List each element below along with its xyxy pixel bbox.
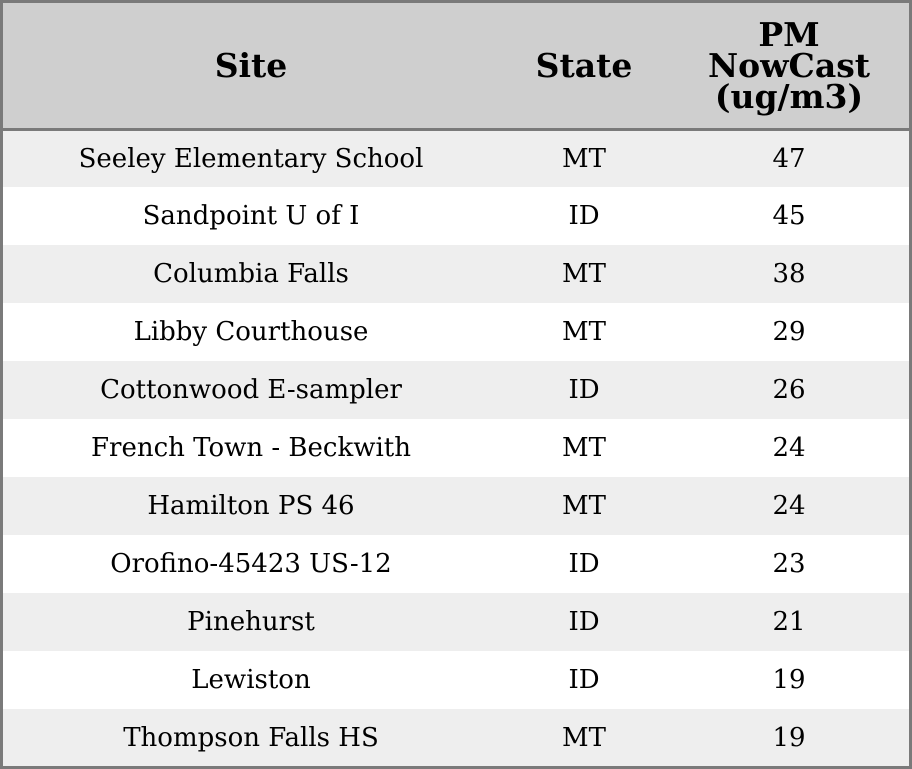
cell-pm: 23 bbox=[772, 549, 806, 579]
cell-state: ID bbox=[568, 201, 600, 231]
table-row bbox=[3, 477, 909, 535]
cell-state: ID bbox=[568, 665, 600, 695]
cell-state: MT bbox=[562, 723, 606, 753]
table-row bbox=[3, 187, 909, 245]
cell-pm: 38 bbox=[772, 259, 806, 289]
cell-state: ID bbox=[568, 607, 600, 637]
table-header bbox=[3, 3, 909, 129]
cell-state: MT bbox=[562, 259, 606, 289]
cell-pm: 45 bbox=[772, 201, 806, 231]
table-row bbox=[3, 419, 909, 477]
cell-site: Lewiston bbox=[191, 665, 311, 695]
table-row bbox=[3, 535, 909, 593]
cell-site: Thompson Falls HS bbox=[123, 723, 379, 753]
header-pm-nowcast bbox=[669, 3, 909, 129]
cell-pm: 19 bbox=[772, 723, 806, 753]
cell-state: ID bbox=[568, 549, 600, 579]
table-row bbox=[3, 303, 909, 361]
cell-state: MT bbox=[562, 317, 606, 347]
header-row bbox=[3, 3, 909, 129]
cell-site: Orofino-45423 US-12 bbox=[110, 549, 392, 579]
cell-site: French Town - Beckwith bbox=[90, 433, 412, 463]
cell-site: Hamilton PS 46 bbox=[147, 491, 355, 521]
table-row bbox=[3, 709, 909, 767]
cell-state: MT bbox=[562, 143, 606, 174]
cell-site: Sandpoint U of I bbox=[142, 201, 360, 231]
cell-pm: 19 bbox=[772, 665, 806, 695]
cell-pm: 24 bbox=[772, 433, 806, 463]
table-row bbox=[3, 129, 909, 187]
cell-pm: 26 bbox=[772, 375, 806, 405]
header-pm-line-3: (ug/m3) bbox=[714, 76, 864, 116]
header-site: Site bbox=[3, 3, 499, 129]
cell-site: Cottonwood E-sampler bbox=[100, 375, 402, 405]
cell-state: ID bbox=[568, 375, 600, 405]
cell-site: Columbia Falls bbox=[153, 259, 349, 289]
header-pm-line-2: NowCast bbox=[707, 45, 871, 85]
cell-pm: 29 bbox=[772, 317, 806, 347]
cell-state: MT bbox=[562, 491, 606, 521]
cell-site: Libby Courthouse bbox=[133, 317, 369, 347]
cell-pm: 24 bbox=[772, 491, 806, 521]
table-row bbox=[3, 361, 909, 419]
table-row bbox=[3, 593, 909, 651]
table-row bbox=[3, 245, 909, 303]
pm-nowcast-table bbox=[3, 3, 909, 767]
cell-site: Seeley Elementary School bbox=[78, 143, 424, 174]
table-row bbox=[3, 651, 909, 709]
header-pm-line-1: PM bbox=[758, 14, 820, 54]
cell-pm: 21 bbox=[772, 607, 806, 637]
cell-site: Pinehurst bbox=[187, 607, 315, 637]
table-body bbox=[3, 129, 909, 767]
cell-pm: 47 bbox=[772, 143, 806, 174]
cell-state: MT bbox=[562, 433, 606, 463]
header-state: State bbox=[499, 3, 669, 129]
